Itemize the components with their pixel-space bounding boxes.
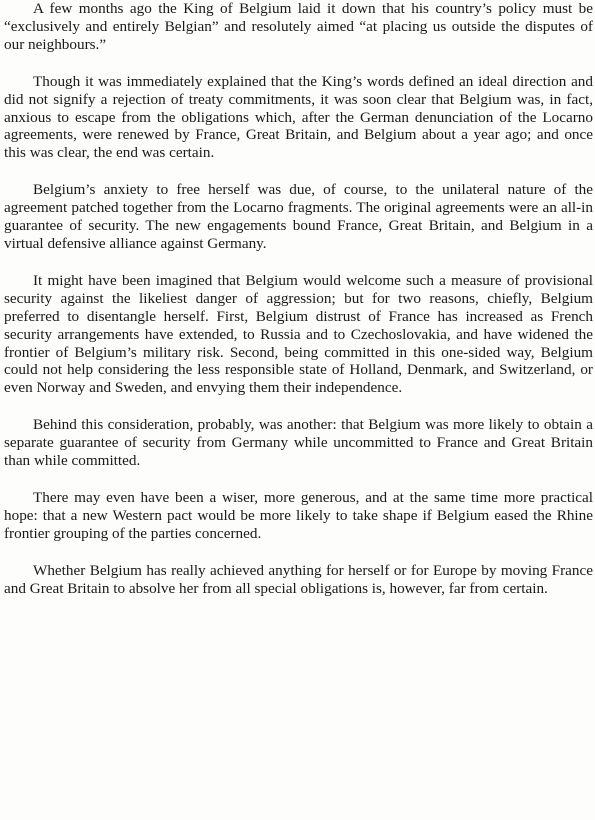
paragraph-king-statement: A few months ago the King of Belgium laid it down that his country’s policy must be “exclusively and entirely Belgian” and resolutely aimed “at placing us outside the disputes of our neighbours.” (4, 0, 593, 53)
paragraph-unilateral-nature: Belgium’s anxiety to free herself was due, of course, to the unilateral nature of the agreement patched together from the Locarno fragments. The original agreements were an all-in guarantee of security. The new engagements bound France, Great Britain, and Belgium in a virtual defensive alliance against Germany. (4, 181, 593, 252)
paragraph-two-reasons: It might have been imagined that Belgium would welcome such a measure of provisional security against the likeliest danger of aggression; but for two reasons, chiefly, Belgium preferred to disentangle herself. First, Belgium distrust of France has increased as French security arrangements have extended, to Russia and to Czechoslovakia, and have widened the frontier of Belgium’s military risk. Second, being committed in this one-sided way, Belgium could not help considering the less responsible state of Holland, Denmark, and Switzerland, or even Norway and Sweden, and envying them their independence. (4, 271, 593, 397)
article-column (4, 0, 593, 597)
paragraph-conclusion: Whether Belgium has really achieved anything for herself or for Europe by moving France and Great Britain to absolve her from all special obligations is, however, far from certain. (4, 561, 593, 597)
paragraph-western-pact: There may even have been a wiser, more generous, and at the same time more practical hope: that a new Western pact would be more likely to take shape if Belgium eased the Rhine frontier grouping of the parties concerned. (4, 488, 593, 542)
paragraph-treaty-commitments: Though it was immediately explained that the King’s words defined an ideal direction and did not signify a rejection of treaty commitments, it was soon clear that Belgium was, in fact, anxious to escape from the obligations which, after the German denunciation of the Locarno agreements, were renewed by France, Great Britain, and Belgium about a year ago; and once this was clear, the end was certain. (4, 72, 593, 162)
paragraph-separate-guarantee: Behind this consideration, probably, was another: that Belgium was more likely to obtain a separate guarantee of security from Germany while uncommitted to France and Great Britain than while committed. (4, 416, 593, 470)
